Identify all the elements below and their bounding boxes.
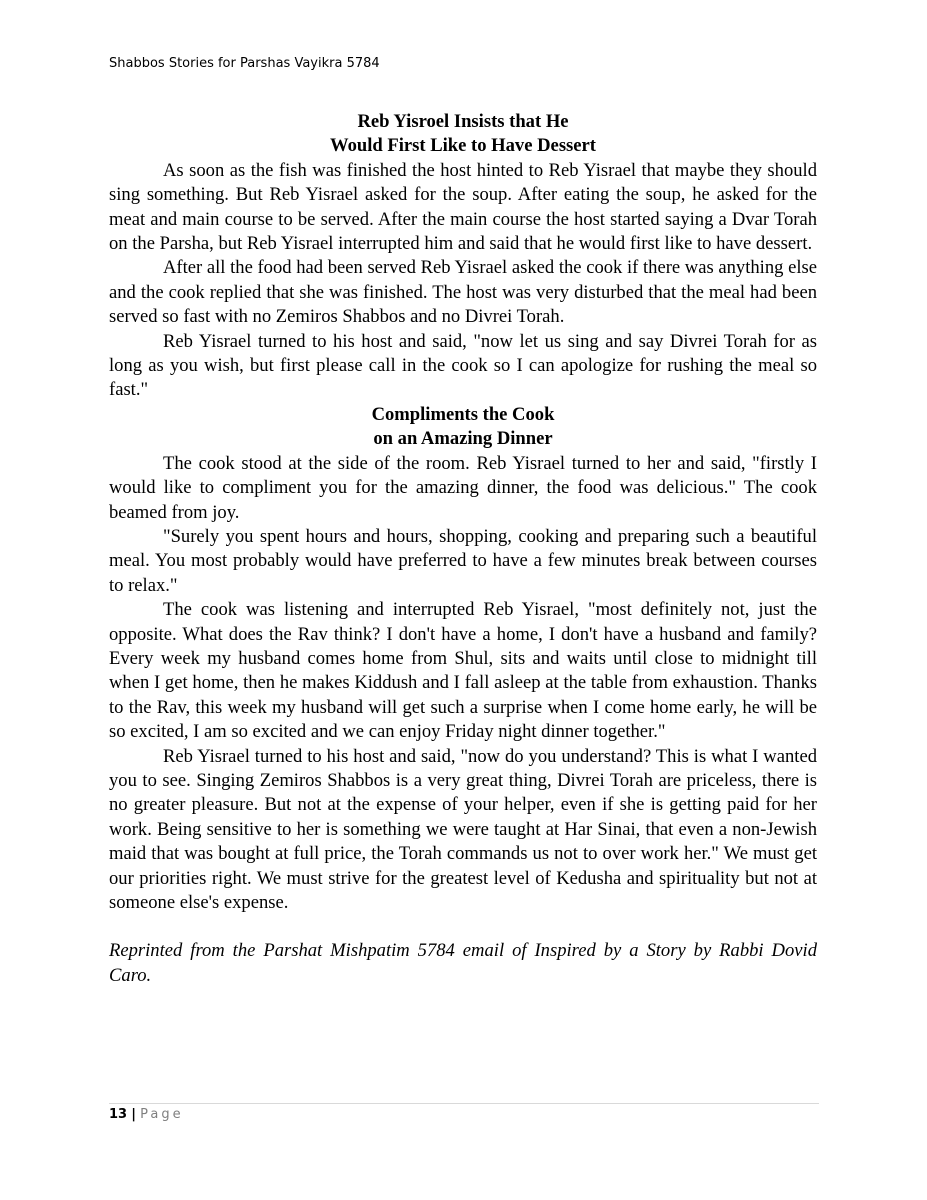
heading-line-1: Compliments the Cook (371, 403, 555, 425)
page-number: 13 (109, 1107, 128, 1122)
heading-line-2: on an Amazing Dinner (373, 428, 553, 450)
section-heading (109, 110, 817, 159)
page-footer (109, 1107, 184, 1122)
paragraph: The cook stood at the side of the room. Reb Yisrael turned to her and said, "firstly I would like to compliment you for the amazing dinner, the food was delicious." The cook beamed from joy. (109, 452, 817, 523)
section-dessert (109, 110, 817, 403)
heading-line-1: Reb Yisroel Insists that He (357, 111, 569, 132)
paragraph: "Surely you spent hours and hours, shopping, cooking and preparing such a beautiful meal. You most probably would have preferred to have a few minutes break between courses to relax." (109, 525, 817, 596)
heading-line-2: Would First Like to Have Dessert (330, 135, 596, 157)
page-label: Page (140, 1107, 184, 1122)
running-header: Shabbos Stories for Parshas Vayikra 5784 (109, 56, 380, 71)
paragraph: After all the food had been served Reb Yisrael asked the cook if there was anything else and the cook replied that she was finished. The host was very disturbed that the meal had been served so fast with no Zemiros Shabbos and no Divrei Torah. (109, 257, 817, 328)
article-body (109, 110, 817, 988)
section-heading (109, 403, 817, 452)
footer-divider (109, 1103, 819, 1104)
footer-separator: | (131, 1107, 136, 1122)
paragraph: Reb Yisrael turned to his host and said, "now let us sing and say Divrei Torah for as long as you wish, but first please call in the cook so I can apologize for rushing the meal so fast." (109, 330, 817, 401)
paragraph: Reb Yisrael turned to his host and said, "now do you understand? This is what I wanted you to see. Singing Zemiros Shabbos is a very great thing, Divrei Torah are priceless, there is no greater pleasure. But not at the expense of your helper, even if she is getting paid for her work. Being sensitive to her is something we were taught at Har Sinai, that even a non-Jewish maid that was bought at full price, the Torah commands us not to over work her." We must get our priorities right. We must strive for the greatest level of Kedusha and spirituality but not at someone else's expense. (109, 745, 817, 913)
section-compliments (109, 403, 817, 916)
paragraph: As soon as the fish was finished the host hinted to Reb Yisrael that maybe they should sing something. But Reb Yisrael asked for the soup. After eating the soup, he asked for the meat and main course to be served. After the main course the host started saying a Dvar Torah on the Parsha, but Reb Yisrael interrupted him and said that he would first like to have dessert. (109, 159, 817, 255)
paragraph: The cook was listening and interrupted Reb Yisrael, "most definitely not, just the opposite. What does the Rav think? I don't have a home, I don't have a husband and family? Every week my husband comes home from Shul, sits and waits until close to midnight till when I get home, then he makes Kiddush and I fall asleep at the table from exhaustion. Thanks to the Rav, this week my husband will get such a surprise when I come home early, he will be so excited, I am so excited and we can enjoy Friday night dinner together." (109, 599, 817, 743)
attribution-note: Reprinted from the Parshat Mishpatim 5784 email of Inspired by a Story by Rabbi Dovid Caro. (109, 940, 817, 986)
